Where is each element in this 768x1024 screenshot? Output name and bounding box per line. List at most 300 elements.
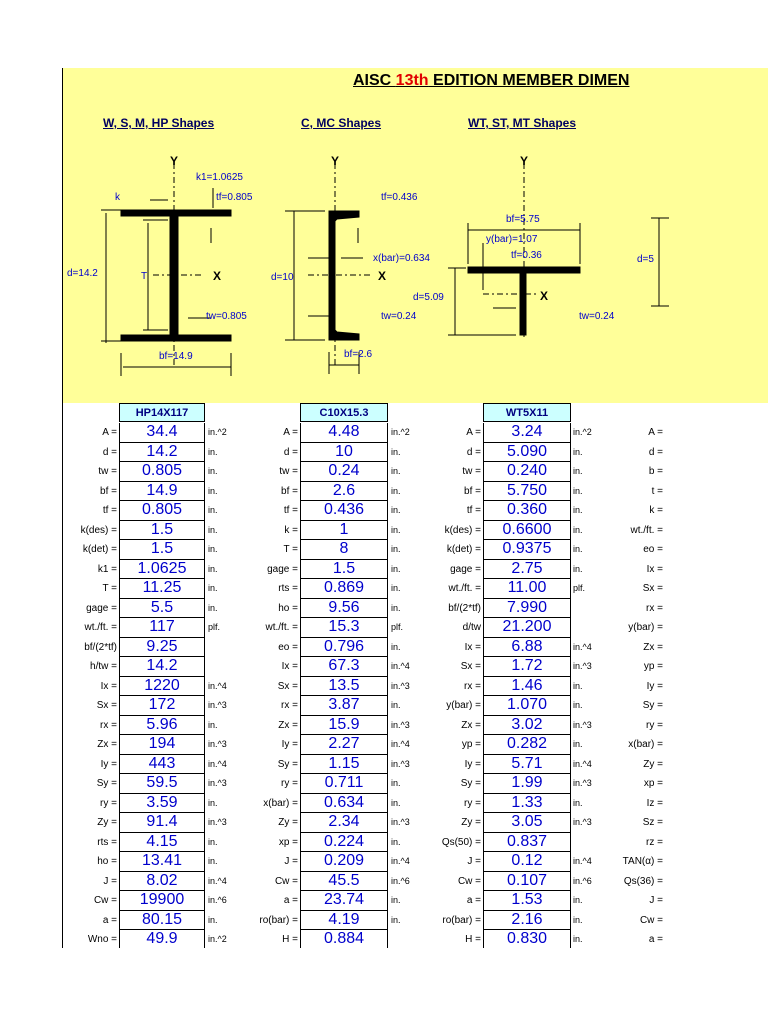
c-row-value[interactable]: 0.796 [300,638,388,658]
l-row-label: Zx = [643,641,663,653]
t-tf-label: tf=0.36 [511,250,542,261]
c-row-unit: plf. [391,622,404,632]
c-row-unit: in. [391,641,401,652]
l-row-label: b = [648,466,663,477]
w-row-value[interactable]: 14.2 [119,443,205,463]
w-row-label: h/tw = [90,661,117,672]
l-row-label: Zy = [643,758,663,770]
t-row-label: A = [466,427,481,438]
c-row-value[interactable]: 3.87 [300,696,388,716]
w-row-label: Zy = [97,817,117,828]
t-shapes-heading: WT, ST, MT Shapes [468,116,577,130]
w-tf-label: tf=0.805 [216,192,253,203]
t-row-unit: in. [573,446,583,457]
w-row-value[interactable]: 8.02 [119,872,205,892]
w-shape-name[interactable]: HP14X117 [119,403,205,422]
l-row-label: Ix = [646,563,663,575]
w-row-value[interactable]: 172 [119,696,205,716]
l-row-label: TAN(α) = [622,856,663,867]
w-row-value[interactable]: 194 [119,735,205,755]
t-stem [520,273,526,335]
t-row-value[interactable]: 1.070 [483,696,571,716]
w-row-value[interactable]: 14.2 [119,657,205,677]
c-d-label: d=10 [271,272,294,283]
c-row-label: k = [284,524,298,536]
c-row-unit: in. [391,524,401,535]
t-row-unit: in. [573,934,583,944]
t-row-unit: in.^6 [573,875,592,886]
w-row-label: J = [103,875,117,887]
w-row-unit: in. [208,602,218,613]
l-row-label: Cw = [639,914,663,926]
t-row-unit: in.^4 [573,758,592,769]
w-x-label: X [213,269,222,283]
t-bf-label: bf=5.75 [506,214,540,225]
t-row-label: ry = [464,797,481,809]
w-row-value[interactable]: 4.15 [119,833,205,853]
t-row-label: d/tw [462,622,481,633]
l-row-label: t = [651,485,663,497]
w-row-unit: in. [208,797,218,808]
w-row-label: A = [102,427,117,438]
w-row-unit: in. [208,836,218,847]
c-row-value[interactable]: 0.711 [300,774,388,794]
c-x-label: X [378,269,387,283]
t-row-label: Cw = [457,875,481,887]
c-row-value[interactable]: 0.24 [300,462,388,482]
l-d-label: d=5 [637,254,654,265]
w-row-unit: in.^3 [208,700,227,710]
l-row-label: x(bar) = [628,739,663,750]
w-row-unit: in.^3 [208,778,227,788]
c-row-label: Sx = [277,680,298,692]
t-row-label: y(bar) = [446,700,481,711]
c-row-value[interactable]: 13.5 [300,677,388,697]
t-row-label: J = [467,856,481,867]
w-k1-label: k1=1.0625 [196,172,243,183]
w-row-value[interactable]: 59.5 [119,774,205,794]
c-row-label: eo = [278,641,298,653]
w-row-unit: in. [208,544,218,554]
w-bf-label: bf=14.9 [159,351,193,362]
t-y-label: Y [520,154,529,168]
c-row-value[interactable]: 4.19 [300,911,388,931]
w-shapes-heading: W, S, M, HP Shapes [103,116,215,130]
t-row-value[interactable]: 0.837 [483,833,571,853]
w-row-label: tw = [98,466,117,477]
t-row-unit: in.^4 [573,641,592,652]
w-row-label: rx = [100,719,117,731]
w-row-unit: plf. [208,622,221,632]
c-row-value[interactable]: 10 [300,443,388,463]
c-row-unit: in.^6 [391,875,410,886]
w-row-value[interactable]: 117 [119,618,205,638]
c-row-unit: in. [391,466,401,476]
c-shapes-heading: C, MC Shapes [301,116,382,130]
c-row-value[interactable]: 0.634 [300,794,388,814]
c-row-value[interactable]: 45.5 [300,872,388,892]
w-row-label: Iy = [100,758,117,770]
c-bf-label: bf=2.6 [344,349,373,360]
t-row-label: rx = [464,680,481,692]
c-row-value[interactable]: 4.48 [300,423,388,443]
c-row-unit: in. [391,505,401,515]
c-row-label: J = [284,856,298,867]
c-tw-label: tw=0.24 [381,311,417,322]
t-row-unit: in. [573,563,583,574]
c-y-label: Y [331,154,340,168]
w-row-unit: in. [208,856,218,866]
c-row-unit: in.^3 [391,680,410,691]
c-row-label: Sy = [277,758,298,770]
t-row-unit: in. [573,485,583,496]
w-row-unit: in.^4 [208,758,227,769]
t-row-unit: in. [573,680,583,691]
t-row-value[interactable]: 0.12 [483,852,571,872]
t-row-unit: in.^3 [573,778,592,788]
c-row-label: H = [282,934,298,945]
c-row-value[interactable]: 1.15 [300,755,388,775]
l-row-label: a = [648,934,663,945]
w-row-label: Cw = [93,895,117,906]
c-xbar-label: x(bar)=0.634 [373,253,430,264]
l-row-label: Sx = [642,583,663,594]
l-row-label: xp = [643,778,663,789]
w-row-unit: in.^6 [208,895,227,905]
w-row-value[interactable]: 5.5 [119,599,205,619]
c-row-value[interactable]: 15.3 [300,618,388,638]
c-row-label: Zx = [278,719,298,731]
t-row-value[interactable]: 0.360 [483,501,571,521]
t-row-value[interactable]: 7.990 [483,599,571,619]
t-row-label: Qs(50) = [441,836,481,848]
c-row-value[interactable]: 2.34 [300,813,388,833]
w-row-value[interactable]: 19900 [119,891,205,911]
c-row-label: Ix = [281,661,298,672]
w-row-unit: in. [208,524,218,535]
c-row-label: Zy = [278,817,298,828]
c-row-label: ro(bar) = [259,914,298,926]
c-row-unit: in. [391,797,401,808]
c-row-label: Iy = [281,739,298,750]
w-row-label: gage = [86,602,117,614]
w-row-unit: in. [208,563,218,574]
c-row-unit: in. [391,563,401,574]
c-row-label: d = [283,446,298,458]
t-row-label: bf = [464,485,481,497]
c-row-value[interactable]: 0.869 [300,579,388,599]
t-row-label: tf = [466,505,481,516]
c-row-label: tw = [279,466,298,477]
w-row-label: tf = [102,505,117,516]
t-row-value[interactable]: 0.282 [483,735,571,755]
w-row-value[interactable]: 14.9 [119,482,205,502]
l-row-label: Iy = [646,680,663,692]
t-row-value[interactable]: 5.090 [483,443,571,463]
c-row-value[interactable]: 67.3 [300,657,388,677]
w-row-unit: in.^4 [208,680,227,691]
l-row-label: Sz = [642,817,663,828]
w-row-label: Wno = [87,934,117,945]
c-row-unit: in. [391,778,401,788]
c-row-label: a = [283,895,298,906]
c-row-value[interactable]: 9.56 [300,599,388,619]
t-row-unit: in. [573,505,583,515]
t-row-value[interactable]: 1.72 [483,657,571,677]
w-row-label: bf = [100,485,117,497]
c-row-label: T = [283,544,298,555]
c-row-unit: in. [391,914,401,925]
t-row-unit: plf. [573,583,586,593]
w-top-flange [121,210,231,216]
w-d-label: d=14.2 [67,268,98,279]
c-row-unit: in. [391,446,401,457]
w-row-label: Sx = [96,700,117,711]
t-row-value[interactable]: 0.9375 [483,540,571,560]
l-row-label: yp = [643,661,663,672]
c-row-label: bf = [281,485,298,497]
w-row-value[interactable]: 49.9 [119,930,205,948]
t-row-value[interactable]: 1.33 [483,794,571,814]
t-flange [468,267,580,273]
l-row-label: Qs(36) = [623,875,663,887]
t-row-label: Sy = [460,778,481,789]
c-row-value[interactable]: 0.209 [300,852,388,872]
t-x-label: X [540,289,549,303]
w-row-value[interactable]: 0.805 [119,501,205,521]
w-row-label: ho = [97,856,117,867]
w-row-label: d = [102,446,117,458]
t-row-value[interactable]: 1.99 [483,774,571,794]
w-row-value[interactable]: 1.5 [119,521,205,541]
c-row-value[interactable]: 1 [300,521,388,541]
t-d-label: d=5.09 [413,292,444,303]
c-row-label: A = [283,427,298,438]
c-row-value[interactable]: 8 [300,540,388,560]
l-row-label: Sy = [642,700,663,711]
w-row-value[interactable]: 443 [119,755,205,775]
t-row-label: gage = [450,563,481,575]
w-row-value[interactable]: 0.805 [119,462,205,482]
t-row-label: wt./ft. = [448,583,481,594]
c-row-label: gage = [267,563,298,575]
c-row-unit: in.^3 [391,758,410,769]
w-row-label: a = [102,914,117,926]
w-row-label: Zx = [97,739,117,750]
t-tw-label: tw=0.24 [579,311,615,322]
t-row-label: Iy = [464,758,481,770]
t-row-value[interactable]: 1.46 [483,677,571,697]
l-row-label: eo = [643,544,663,555]
t-row-unit: in. [573,700,583,710]
t-row-value[interactable]: 2.75 [483,560,571,580]
c-row-value[interactable]: 0.224 [300,833,388,853]
w-row-label: bf/(2*tf) [84,641,117,653]
w-row-value[interactable]: 9.25 [119,638,205,658]
title-prefix: AISC [353,72,396,89]
c-row-value[interactable]: 0.884 [300,930,388,948]
t-row-value[interactable]: 5.750 [483,482,571,502]
w-row-label: k(des) = [80,524,117,536]
title-edition: 13th [395,72,429,89]
c-row-unit: in.^4 [391,856,410,866]
w-row-unit: in. [208,446,218,457]
t-row-unit: in.^3 [573,661,592,671]
w-row-label: k1 = [97,563,117,575]
w-row-value[interactable]: 1220 [119,677,205,697]
t-row-unit: in. [573,524,583,535]
t-row-label: Sx = [460,661,481,672]
c-row-value[interactable]: 23.74 [300,891,388,911]
w-row-value[interactable]: 91.4 [119,813,205,833]
w-row-value[interactable]: 34.4 [119,423,205,443]
t-row-unit: in. [573,466,583,476]
w-row-value[interactable]: 11.25 [119,579,205,599]
t-row-value[interactable]: 1.53 [483,891,571,911]
w-row-unit: in.^2 [208,934,227,944]
t-row-value[interactable]: 2.16 [483,911,571,931]
t-row-label: Ix = [464,641,481,653]
c-row-unit: in. [391,700,401,710]
t-row-unit: in.^2 [573,427,592,437]
c-row-unit: in.^3 [391,719,410,730]
c-row-value[interactable]: 2.6 [300,482,388,502]
l-row-label: rx = [646,602,663,614]
l-row-label: y(bar) = [628,622,663,633]
c-row-value[interactable]: 2.27 [300,735,388,755]
c-row-value[interactable]: 15.9 [300,716,388,736]
c-row-label: rts = [278,583,298,594]
t-row-label: Zy = [461,817,481,828]
c-row-value[interactable]: 1.5 [300,560,388,580]
w-bottom-flange [121,335,231,341]
c-row-label: tf = [283,505,298,516]
w-row-value[interactable]: 3.59 [119,794,205,814]
w-row-label: rts = [97,836,117,848]
c-row-value[interactable]: 0.436 [300,501,388,521]
t-row-label: H = [465,934,481,945]
c-row-label: wt./ft. = [265,622,298,633]
w-row-value[interactable]: 5.96 [119,716,205,736]
l-row-label: A = [648,427,663,438]
l-row-label: ry = [646,719,663,731]
w-row-unit: in. [208,914,218,925]
l-row-label: wt./ft. = [630,524,663,536]
c-row-label: ho = [278,602,298,614]
t-row-value[interactable]: 6.88 [483,638,571,658]
c-row-unit: in. [391,602,401,613]
c-shape-name[interactable]: C10X15.3 [300,403,388,422]
w-row-value[interactable]: 1.0625 [119,560,205,580]
spreadsheet-sheet [62,68,768,948]
w-row-unit: in.^3 [208,739,227,749]
t-row-label: d = [466,446,481,458]
w-row-value[interactable]: 80.15 [119,911,205,931]
t-row-value[interactable]: 5.71 [483,755,571,775]
t-row-label: ro(bar) = [442,914,481,926]
c-row-unit: in.^3 [391,817,410,827]
l-row-label: J = [649,895,663,906]
w-row-label: ry = [100,797,117,809]
t-row-value[interactable]: 0.107 [483,872,571,892]
w-row-unit: in. [208,583,218,593]
c-row-label: x(bar) = [263,797,298,809]
c-row-label: Cw = [274,875,298,887]
w-row-value[interactable]: 13.41 [119,852,205,872]
t-row-unit: in.^4 [573,856,592,866]
w-row-label: k(det) = [82,544,117,555]
c-row-unit: in. [391,836,401,847]
t-row-value[interactable]: 21.200 [483,618,571,638]
w-row-unit: in. [208,505,218,515]
c-row-unit: in.^4 [391,661,410,671]
c-row-label: ry = [281,778,298,789]
t-row-unit: in. [573,544,583,554]
t-row-label: k(det) = [446,544,481,555]
l-row-label: d = [648,446,663,458]
w-row-unit: in. [208,485,218,496]
w-row-label: Ix = [100,680,117,692]
t-row-value[interactable]: 0.240 [483,462,571,482]
w-row-label: wt./ft. = [84,622,117,633]
w-row-unit: in.^3 [208,817,227,827]
w-y-label: Y [170,154,179,168]
c-row-unit: in.^2 [391,427,410,437]
w-row-label: T = [102,583,117,594]
w-row-label: Sy = [96,778,117,789]
t-row-value[interactable]: 3.05 [483,813,571,833]
w-row-unit: in.^2 [208,427,227,437]
t-row-unit: in. [573,797,583,808]
t-row-unit: in. [573,739,583,749]
w-row-unit: in. [208,466,218,476]
t-row-unit: in. [573,914,583,925]
t-row-label: a = [466,895,481,906]
c-row-unit: in. [391,583,401,593]
t-ybar-label: y(bar)=1.07 [486,234,538,245]
c-row-unit: in. [391,544,401,554]
w-T-label: T [141,271,148,282]
w-row-unit: in. [208,719,218,730]
t-row-label: Zx = [461,719,481,731]
l-row-label: k = [649,505,663,516]
c-row-unit: in.^4 [391,739,410,749]
t-row-unit: in.^3 [573,817,592,827]
t-row-label: yp = [461,739,481,750]
t-row-label: k(des) = [444,524,481,536]
t-row-value[interactable]: 0.830 [483,930,571,948]
l-row-label: Iz = [646,797,663,809]
t-row-label: bf/(2*tf) [448,602,481,614]
w-row-value[interactable]: 1.5 [119,540,205,560]
t-row-value[interactable]: 11.00 [483,579,571,599]
c-row-label: xp = [278,836,298,848]
w-k-label: k [115,192,120,203]
t-row-unit: in. [573,895,583,905]
c-row-unit: in. [391,895,401,905]
t-row-value[interactable]: 3.02 [483,716,571,736]
t-row-label: tw = [462,466,481,477]
c-row-label: rx = [281,700,298,711]
t-row-value[interactable]: 0.6600 [483,521,571,541]
title-suffix: EDITION MEMBER DIMEN [428,72,630,89]
w-tw-label: tw=0.805 [206,311,247,322]
t-row-value[interactable]: 3.24 [483,423,571,443]
l-row-label: rz = [646,836,663,848]
t-row-unit: in.^3 [573,719,592,730]
t-shape-name[interactable]: WT5X11 [483,403,571,422]
w-row-unit: in.^4 [208,875,227,886]
